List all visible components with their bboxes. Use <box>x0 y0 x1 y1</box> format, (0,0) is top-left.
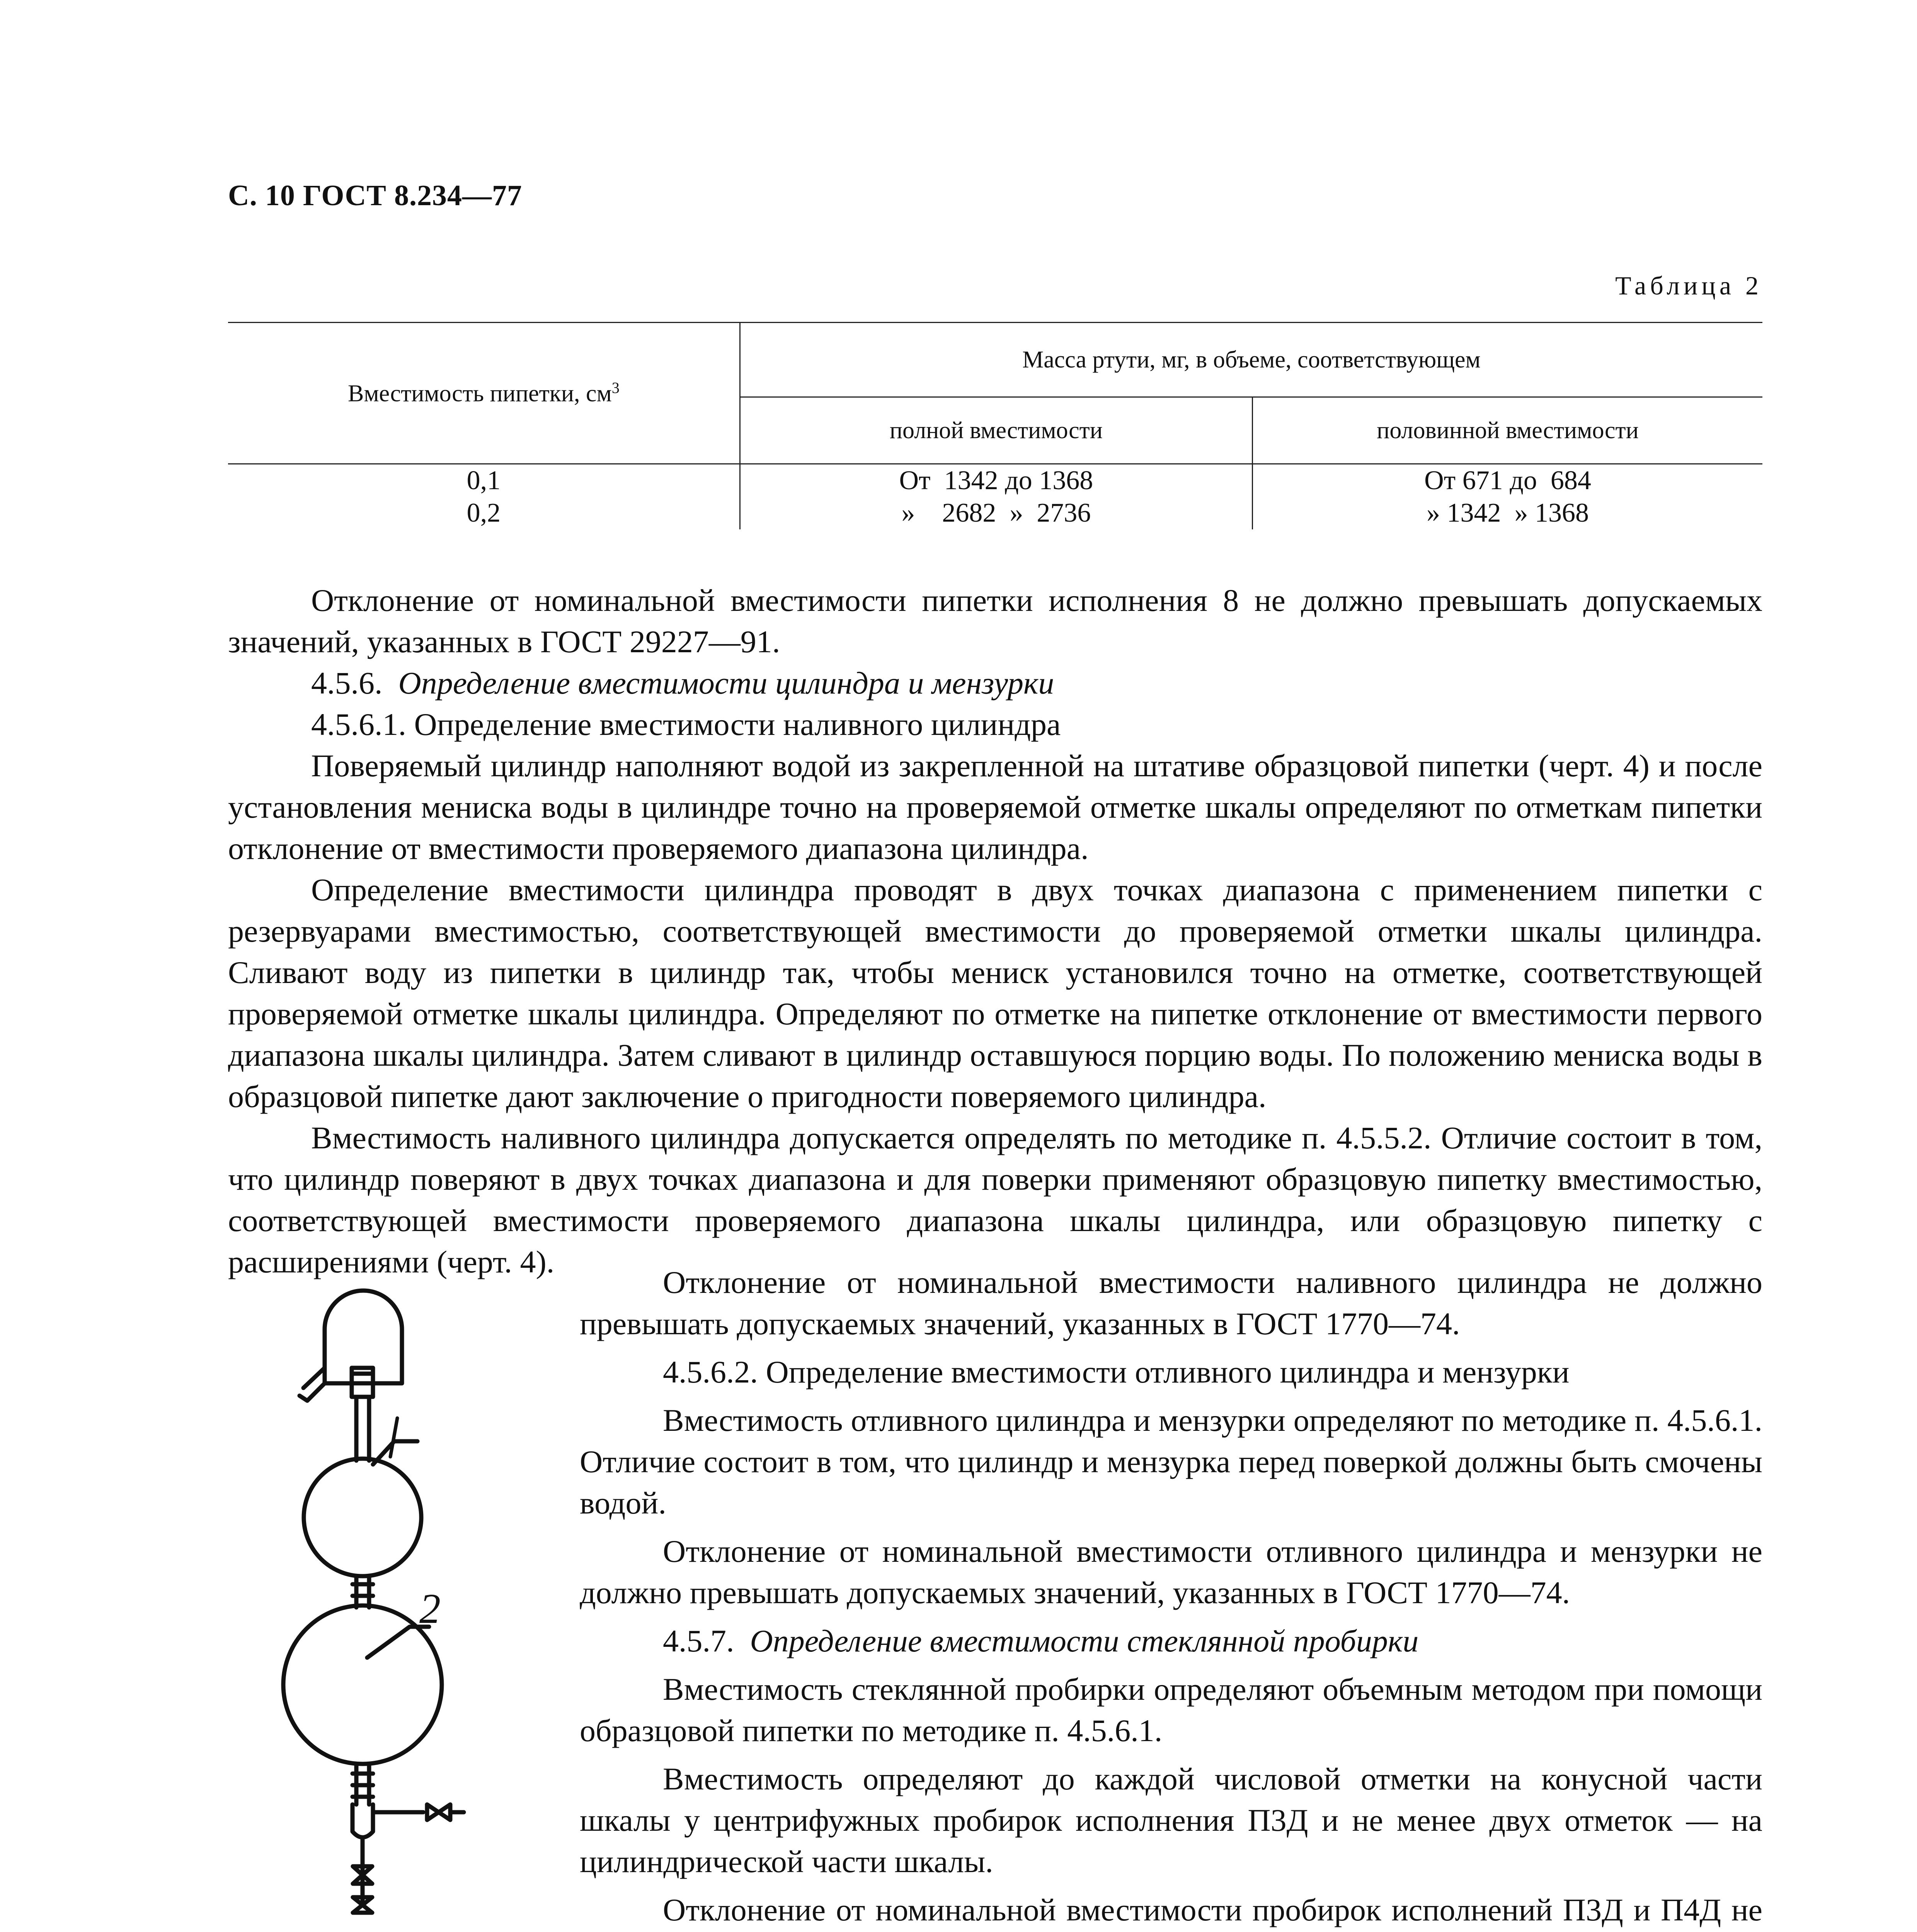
table-body-row <box>228 464 1762 530</box>
section-heading: 4.5.7. Определение вместимости стеклянной пробирки <box>663 1623 1419 1658</box>
figure-label-2: 2 <box>419 1585 441 1632</box>
upper-stem <box>356 1397 369 1461</box>
paragraph: Отклонение от номинальной вместимости отливного цилиндра и мензурки не должно превышать допускаемых значений, указанных в ГОСТ 1770—74. <box>580 1534 1762 1610</box>
paragraph: Поверяемый цилиндр наполняют водой из закрепленной на штативе образцовой пипетки (черт. 4) и после установления мениска воды в цилиндре точно на проверяемой отметке шкалы определяют по отметкам пипетки отклонение от вместимости проверяемого диапазона цилиндра. <box>228 748 1762 866</box>
lower-tip <box>352 1804 373 1837</box>
paragraph: Отклонение от номинальной вместимости пипетки исполнения 8 не должно превышать допускаемых значений, указанных в ГОСТ 29227—91. <box>228 583 1762 659</box>
label-1-glyph <box>390 1418 397 1457</box>
middle-stem <box>356 1576 369 1607</box>
col-half-header: половинной вместимости <box>1252 397 1762 464</box>
paragraph: Вместимость стеклянной пробирки определяют объемным методом при помощи образцовой пипетки по методике п. 4.5.6.1. <box>580 1672 1762 1748</box>
section-heading: 4.5.6. Определение вместимости цилиндра и мензурки <box>311 665 1054 701</box>
mercury-mass-header: Масса ртути, мг, в объеме, соответствующем <box>740 323 1762 397</box>
page-header: С. 10 ГОСТ 8.234—77 <box>228 179 522 212</box>
table-caption: Таблица 2 <box>1615 271 1762 300</box>
col-capacity-header: Вместимость пипетки, $см^3$ <box>228 323 740 464</box>
capacity-cell: 0,1 0,2 <box>466 466 501 528</box>
paragraph: Отклонение от номинальной вместимости пробирок исполнений П3Д и П4Д не <box>663 1892 1762 1927</box>
figure-pipette-diagram <box>271 1287 549 1932</box>
section-heading: 4.5.6.1. Определение вместимости наливного цилиндра <box>311 707 1061 742</box>
paragraph: Определение вместимости цилиндра проводят в двух точках диапазона с применением пипетки с резервуарами вместимостью, соответствующей вместимости до проверяемой отметки шкалы цилиндра. Сливают воду из пипетки в цилиндр так, чтобы мениск установился точно на отметке, соответствующей проверяемой отметке шкалы цилиндра. Определяют по отметке на пипетке отклонение от вместимости первого диапазона шкалы цилиндра. Затем сливают в цилиндр оставшуюся порцию воды. По положению мениска воды в образцовой пипетке дают заключение о пригодности поверяемого цилиндра. <box>228 872 1762 1114</box>
table-2 <box>228 322 1762 529</box>
paragraph: Отклонение от номинальной вместимости наливного цилиндра не должно превышать допускаемых значений, указанных в ГОСТ 1770—74. <box>580 1265 1762 1341</box>
side-valve-icon <box>427 1804 450 1820</box>
half-capacity-cell: От 671 до 684 » 1342 » 1368 <box>1252 464 1762 530</box>
col-full-header: полной вместимости <box>740 397 1252 464</box>
side-tube <box>300 1368 325 1401</box>
paragraph: Вместимость наливного цилиндра допускается определять по методике п. 4.5.5.2. Отличие состоит в том, что цилиндр поверяют в двух точках диапазона и для поверки применяют образцовую пипетку вместимостью, соответствующей вместимости проверяемого диапазона шкалы цилиндра, или образцовую пипетку с расширениями (черт. 4). <box>228 1120 1762 1279</box>
main-text-column <box>228 580 1762 1282</box>
reservoir-2 <box>283 1605 442 1764</box>
section-heading: 4.5.6.2. Определение вместимости отливного цилиндра и мензурки <box>663 1354 1570 1389</box>
full-capacity-cell: От 1342 до 1368 » 2682 » 2736 <box>740 464 1252 530</box>
paragraph: Вместимость определяют до каждой числовой отметки на конусной части шкалы у центрифужных пробирок исполнения П3Д и не менее двух отметок — на цилиндрической части шкалы. <box>580 1761 1762 1879</box>
right-text-column <box>580 1262 1762 1932</box>
table-header-row <box>228 323 1762 397</box>
paragraph: Вместимость отливного цилиндра и мензурки определяют по методике п. 4.5.6.1. Отличие состоит в том, что цилиндр и мензурка перед поверкой должны быть смочены водой. <box>580 1403 1762 1520</box>
reservoir-1 <box>304 1459 421 1576</box>
